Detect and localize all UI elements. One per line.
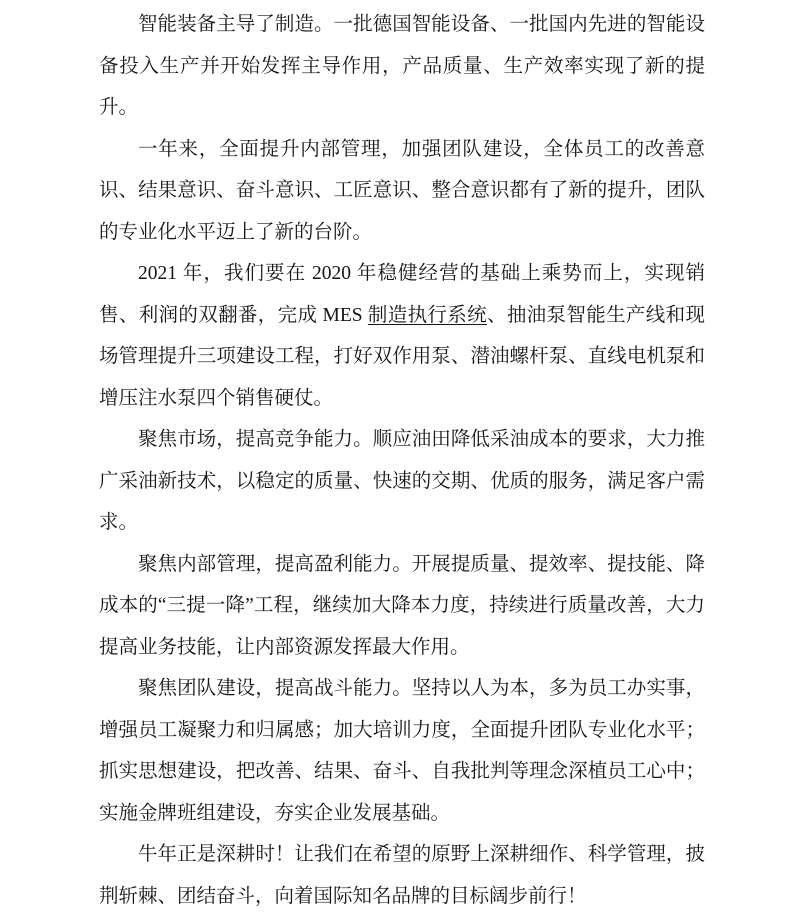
text-segment: 聚焦内部管理，提高盈利能力。开展提质量、提效率、提技能、降成本的“三提一降”工程，继续加大降本力度，持续进行质量改善，大力提高业务技能，让内部资源发挥最大作用。: [99, 553, 705, 658]
text-segment: 牛年正是深耕时！让我们在希望的原野上深耕细作、科学管理，披荆斩棘、团结奋斗，向着国际知名品牌的目标阔步前行！: [99, 844, 705, 907]
paragraph: [99, 253, 705, 419]
text-segment: 智能装备主导了制造。一批德国智能设备、一批国内先进的智能设备投入生产并开始发挥主导作用，产品质量、生产效率实现了新的提升。: [99, 14, 705, 118]
underlined-text-segment: 制造执行系统: [367, 304, 487, 326]
text-segment: 一年来，全面提升内部管理，加强团队建设，全体员工的改善意识、结果意识、奋斗意识、工匠意识、整合意识都有了新的提升，团队的专业化水平迈上了新的台阶。: [99, 138, 705, 243]
text-segment: 聚焦市场，提高竞争能力。顺应油田降低采油成本的要求，大力推广采油新技术，以稳定的质量、快速的交期、优质的服务，满足客户需求。: [99, 429, 705, 533]
paragraph: [99, 419, 705, 544]
document-body: [99, 4, 705, 917]
paragraph: [99, 668, 705, 834]
text-segment: 、抽油泵智能生产线和现场管理提升三项建设工程，打好双作用泵、潜油螺杆泵、直线电机泵和增压注水泵四个销售硬仗。: [99, 304, 705, 409]
paragraph: [99, 834, 705, 917]
paragraph: [99, 544, 705, 669]
text-segment: 聚焦团队建设，提高战斗能力。坚持以人为本，多为员工办实事，增强员工凝聚力和归属感；加大培训力度，全面提升团队专业化水平；抓实思想建设，把改善、结果、奋斗、自我批判等理念深植员工心中；实施金牌班组建设，夯实企业发展基础。: [99, 678, 705, 824]
text-segment: 2021 年，我们要在 2020 年稳健经营的基础上乘势而上，实现销售、利润的双翻番，完成 MES: [99, 263, 705, 326]
paragraph: [99, 129, 705, 254]
paragraph: [99, 4, 705, 129]
